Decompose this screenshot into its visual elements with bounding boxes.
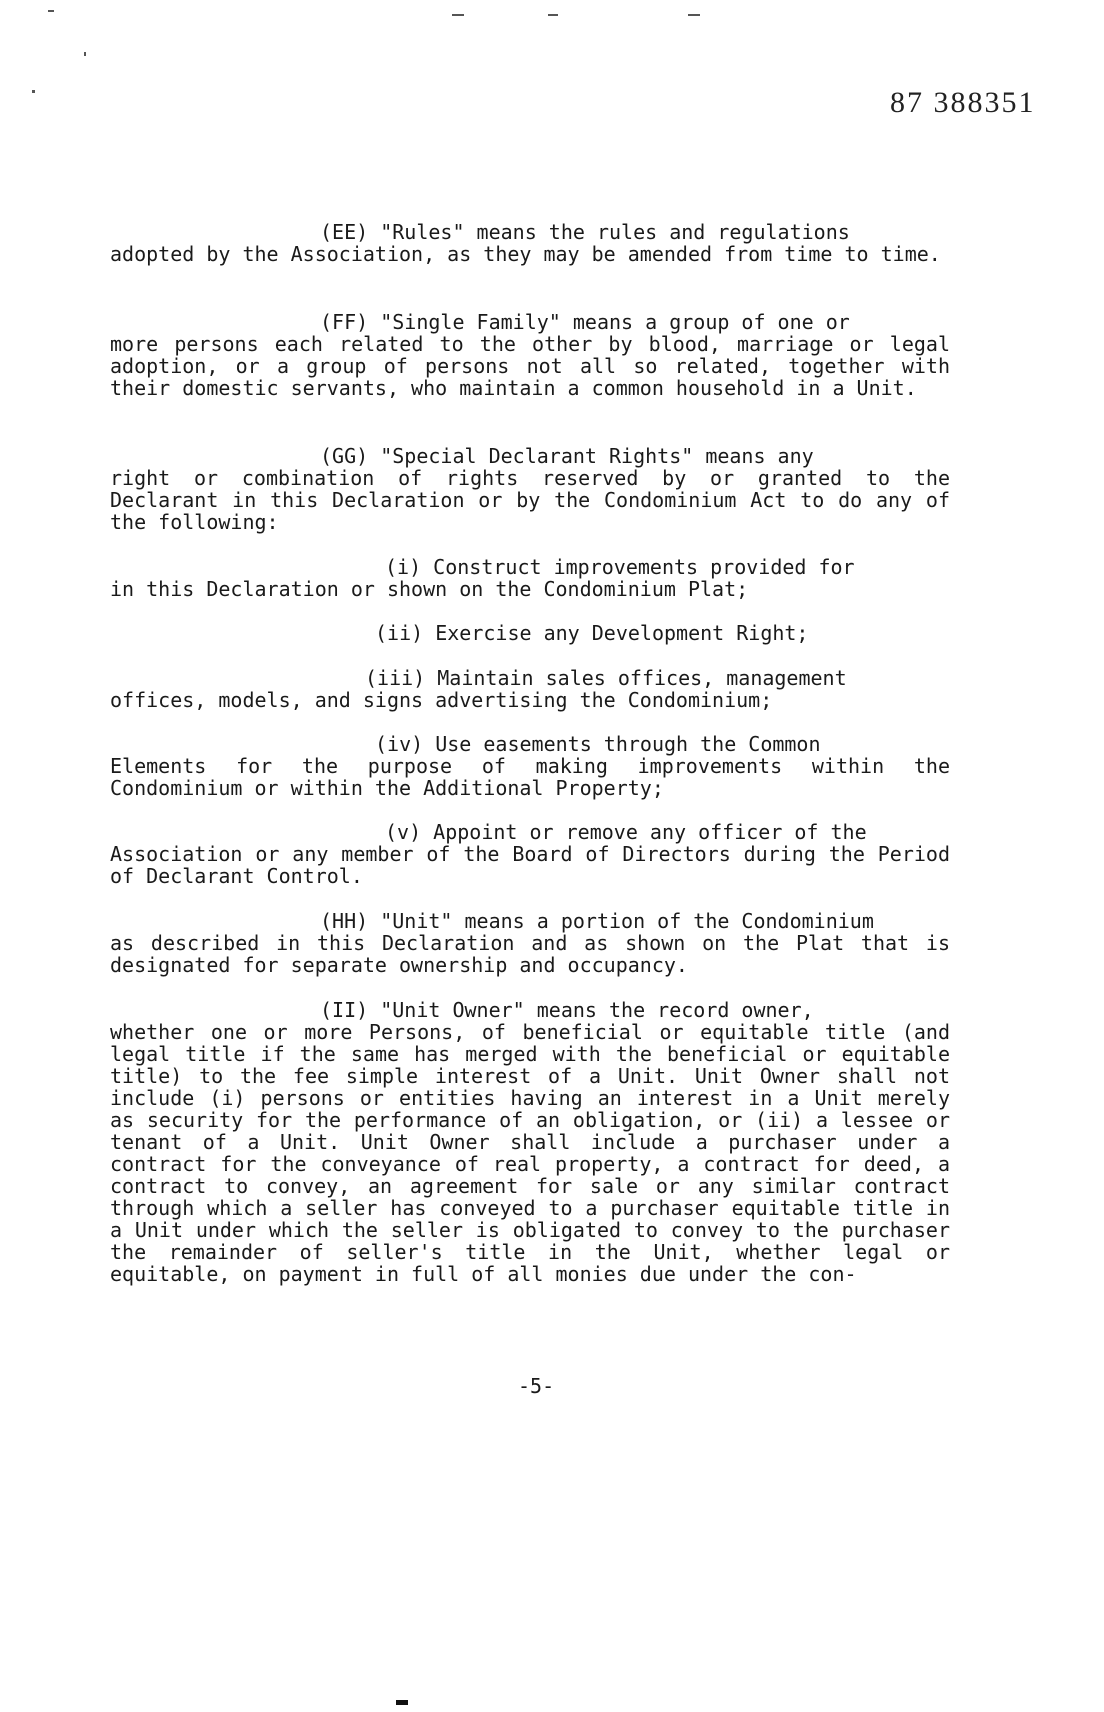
paragraph-first-line: (II) "Unit Owner" means the record owner,: [320, 998, 814, 1022]
scan-speck: [84, 52, 86, 56]
definition-unit: [110, 910, 950, 976]
scan-speck: [48, 10, 54, 12]
paragraph-first-line: (iii) Maintain sales offices, management: [365, 666, 847, 690]
paragraph-body: more persons each related to the other by blood, marriage or legal adoption, or a group of persons not all so related, together with their domestic servants, who maintain a common household in a Unit.: [110, 332, 950, 400]
scan-speck: [548, 14, 558, 16]
paragraph-body: Association or any member of the Board of Directors during the Period of Declarant Control.: [110, 842, 950, 888]
definition-unit-owner: [110, 999, 950, 1285]
definition-special-declarant-rights: [110, 445, 950, 533]
page-number: -5-: [518, 1374, 555, 1398]
paragraph-body: in this Declaration or shown on the Condominium Plat;: [110, 577, 749, 601]
scan-speck: [32, 90, 35, 93]
paragraph-first-line: (i) Construct improvements provided for: [385, 555, 855, 579]
paragraph-first-line: (FF) "Single Family" means a group of one or: [320, 310, 850, 334]
scan-speck: [396, 1700, 408, 1705]
paragraph-body: right or combination of rights reserved by or granted to the Declarant in this Declaration or by the Condominium Act to do any of the following:: [110, 466, 950, 534]
sub-item-ii: [110, 622, 950, 644]
paragraph-first-line: (GG) "Special Declarant Rights" means any: [320, 444, 814, 468]
sub-item-iv: [110, 733, 950, 799]
sub-item-i: [110, 556, 950, 600]
paragraph-body: offices, models, and signs advertising the Condominium;: [110, 688, 773, 712]
paragraph-body: whether one or more Persons, of beneficial or equitable title (and legal title if the same has merged with the beneficial or equitable title) to the fee simple interest of a Unit. Unit Owner shall not include (i) persons or entities having an interest in a Unit merely as security for the performance of an obligation, or (ii) a lessee or tenant of a Unit. Unit Owner shall include a purchaser under a contract for the conveyance of real property, a contract for deed, a contract to convey, an agreement for sale or any similar contract through which a seller has conveyed to a purchaser equitable title in a Unit under which the seller is obligated to convey to the purchaser the remainder of seller's title in the Unit, whether legal or equitable, on payment in full of all monies due under the con-: [110, 1020, 950, 1286]
definition-rules: [110, 221, 950, 265]
paragraph-first-line: (ii) Exercise any Development Right;: [375, 621, 809, 645]
paragraph-first-line: (HH) "Unit" means a portion of the Condominium: [320, 909, 874, 933]
paragraph-first-line: (v) Appoint or remove any officer of the: [385, 820, 867, 844]
document-number: 87 388351: [890, 86, 1036, 119]
paragraph-body: as described in this Declaration and as shown on the Plat that is designated for separate ownership and occupancy.: [110, 931, 950, 977]
definition-single-family: [110, 311, 950, 399]
paragraph-body: adopted by the Association, as they may be amended from time to time.: [110, 242, 941, 266]
paragraph-first-line: (iv) Use easements through the Common: [375, 732, 821, 756]
paragraph-body: Elements for the purpose of making improvements within the Condominium or within the Additional Property;: [110, 754, 950, 800]
sub-item-v: [110, 821, 950, 887]
paragraph-first-line: (EE) "Rules" means the rules and regulations: [320, 220, 850, 244]
scan-speck: [452, 14, 464, 16]
scan-speck: [688, 14, 700, 16]
sub-item-iii: [110, 667, 950, 711]
